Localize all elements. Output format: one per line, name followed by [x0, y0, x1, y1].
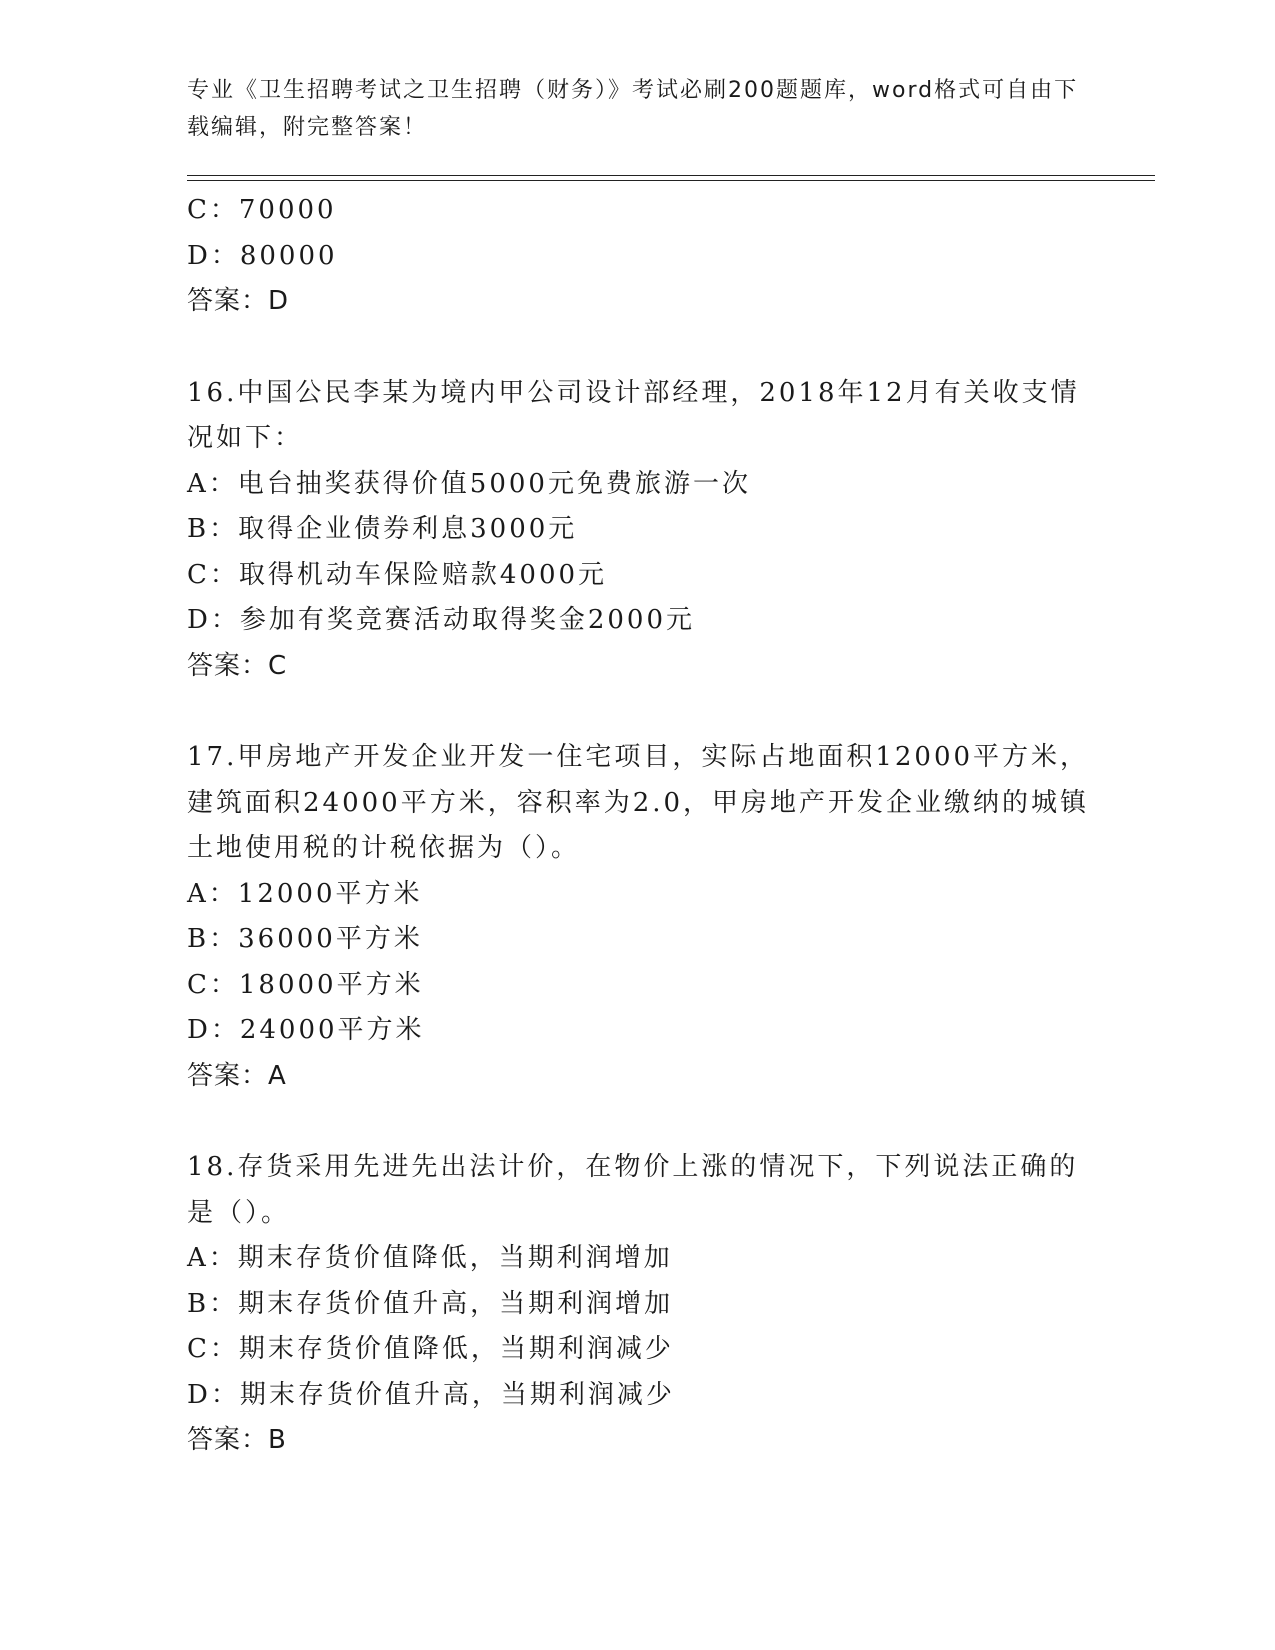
- option-b: B：取得企业债券利息3000元: [187, 514, 578, 544]
- answer-line: 答案：B: [187, 1425, 287, 1455]
- previous-question-tail: [187, 188, 1107, 325]
- option-d: D：参加有奖竞赛活动取得奖金2000元: [187, 605, 696, 635]
- question-text: 18.存货采用先进先出法计价，在物价上涨的情况下，下列说法正确的是（）。: [187, 1152, 1079, 1228]
- page-header: 专业《卫生招聘考试之卫生招聘（财务）》考试必刷200题题库，word格式可自由下载编辑，附完整答案！: [187, 78, 1079, 140]
- option-d: D：24000平方米: [187, 1015, 425, 1045]
- answer-line: 答案：D: [187, 286, 290, 316]
- option-a: A：电台抽奖获得价值5000元免费旅游一次: [187, 468, 751, 499]
- option-a: A：期末存货价值降低，当期利润增加: [187, 1243, 673, 1273]
- option-a: A：12000平方米: [187, 878, 423, 909]
- option-b: B：36000平方米: [187, 924, 423, 954]
- option-b: B：期末存货价值升高，当期利润增加: [187, 1288, 674, 1319]
- question-18: [187, 1145, 1107, 1464]
- option-c: C：期末存货价值降低，当期利润减少: [187, 1334, 674, 1364]
- document-body: [187, 188, 1107, 1464]
- option-c: C：18000平方米: [187, 969, 424, 1000]
- option-c: C：取得机动车保险赔款4000元: [187, 559, 608, 590]
- question-17: [187, 735, 1107, 1099]
- answer-line: 答案：A: [187, 1060, 287, 1091]
- option-c: C：70000: [187, 195, 337, 225]
- question-text: 16.中国公民李某为境内甲公司设计部经理，2018年12月有关收支情况如下：: [187, 377, 1080, 453]
- question-text: 17.甲房地产开发企业开发一住宅项目，实际占地面积12000平方米，建筑面积24000平方米，容积率为2.0，甲房地产开发企业缴纳的城镇土地使用税的计税依据为（）。: [187, 742, 1090, 863]
- answer-line: 答案：C: [187, 650, 288, 681]
- option-d: D：期末存货价值升高，当期利润减少: [187, 1379, 675, 1410]
- header-divider: [187, 175, 1155, 181]
- question-16: [187, 371, 1107, 690]
- option-d: D：80000: [187, 240, 338, 271]
